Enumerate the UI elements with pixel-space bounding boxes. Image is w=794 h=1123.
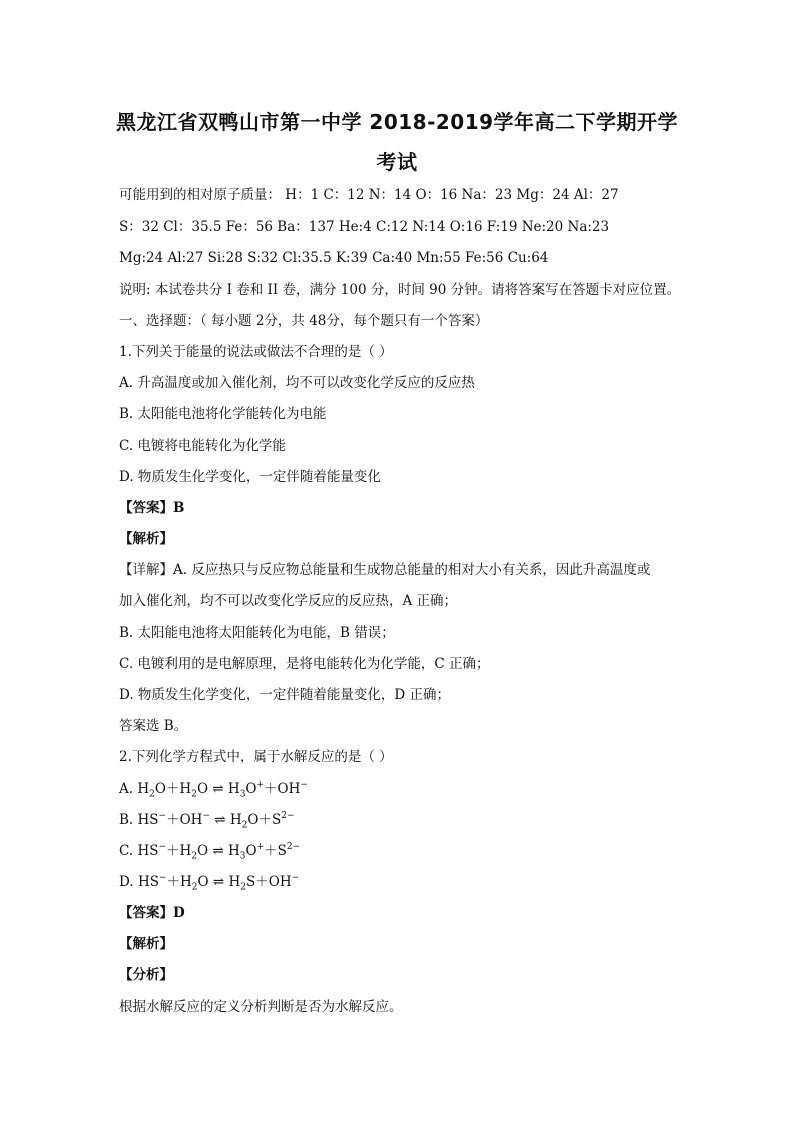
q2-explanation: 根据水解反应的定义分析判断是否为水解反应。	[119, 999, 403, 1015]
atomic-mass-line2: S：32 Cl：35.5 Fe：56 Ba：137 He:4 C:12 N:14 O:16 F:19 Ne:20 Na:23	[119, 219, 610, 235]
page-title-line1: 黑龙江省双鸭山市第一中学 2018-2019学年高二下学期开学	[115, 110, 679, 134]
q2-option-c: C. $HS^-+H_2O$ ⇌ $H_3O^++S^{2-}$	[119, 841, 301, 862]
q1-stem: 1.下列关于能量的说法或做法不合理的是（ ）	[119, 344, 393, 360]
q1-answer: 【答案】B	[119, 500, 185, 516]
page-title-line2: 考试	[376, 150, 418, 174]
section-heading: 一、选择题：（ 每小题 2分，共 48分，每个题只有一个答案）	[119, 313, 489, 329]
q1-option-b: B. 太阳能电池将化学能转化为电能	[119, 406, 327, 422]
atomic-mass-line1: 可能用到的相对原子质量： H：1 C：12 N：14 O：16 Na：23 Mg：24 Al：27	[119, 187, 619, 203]
q1-option-d: D. 物质发生化学变化，一定伴随着能量变化	[119, 469, 381, 485]
q1-conclusion: 答案选 B。	[119, 718, 188, 734]
q1-detail-line2: 加入催化剂，均不可以改变化学反应的反应热，A 正确；	[119, 593, 458, 609]
q1-option-a: A. 升高温度或加入催化剂，均不可以改变化学反应的反应热	[119, 375, 475, 391]
q2-analysis-sub-label: 【分析】	[119, 967, 173, 983]
q2-stem: 2.下列化学方程式中，属于水解反应的是（ ）	[119, 749, 393, 765]
q2-option-d: D. $HS^-+H_2O$ ⇌ $H_2S+OH^-$	[119, 872, 300, 893]
exam-note: 说明: 本试卷共分 I 卷和 II 卷，满分 100 分，时间 90 分钟。请将答案写在答题卡对应位置。	[119, 282, 681, 298]
q2-option-a: A. $H_2O+H_2O$ ⇌ $H_3O^++OH^-$	[119, 779, 308, 800]
atomic-mass-line3: Mg:24 Al:27 Si:28 S:32 Cl:35.5 K:39 Ca:40 Mn:55 Fe:56 Cu:64	[119, 250, 549, 266]
q2-option-b: B. HS−＋OH− ⇌ $H_2O+S^{2-}$	[119, 810, 295, 831]
q1-detail-line1: 【详解】A. 反应热只与反应物总能量和生成物总能量的相对大小有关系，因此升高温度或	[119, 562, 651, 578]
q1-analysis-label: 【解析】	[119, 531, 173, 547]
q1-detail-line4: C. 电镀利用的是电解原理，是将电能转化为化学能，C 正确；	[119, 656, 490, 672]
q1-detail-line5: D. 物质发生化学变化，一定伴随着能量变化，D 正确；	[119, 687, 451, 703]
q2-analysis-label: 【解析】	[119, 936, 173, 952]
q2-answer: 【答案】D	[119, 905, 185, 921]
q1-option-c: C. 电镀将电能转化为化学能	[119, 438, 286, 454]
q1-detail-line3: B. 太阳能电池将太阳能转化为电能，B 错误；	[119, 625, 395, 641]
